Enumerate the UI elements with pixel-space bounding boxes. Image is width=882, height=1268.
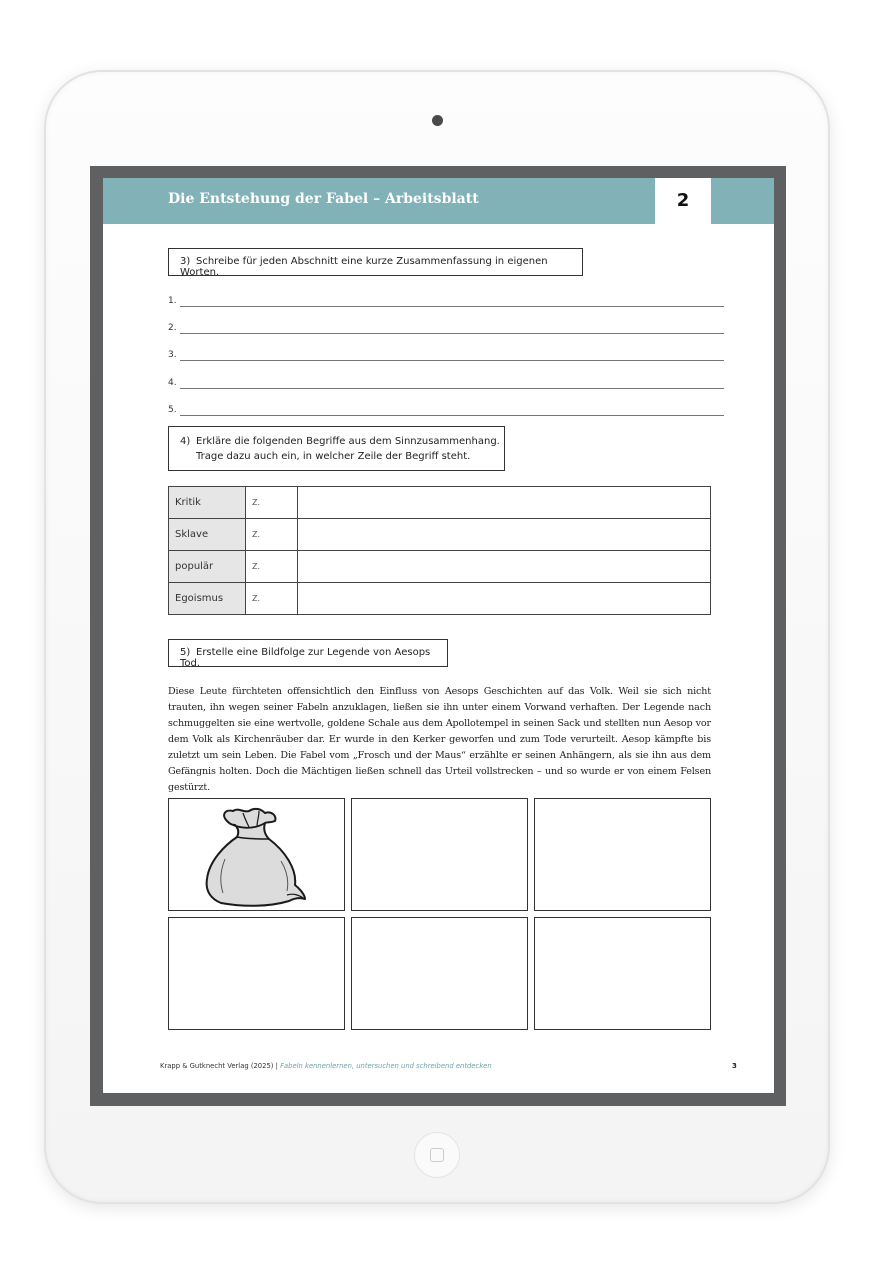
answer-rule (180, 360, 724, 361)
definition-cell[interactable] (298, 519, 711, 551)
line-ref-cell[interactable]: Z. (246, 519, 298, 551)
line-ref-cell[interactable]: Z. (246, 583, 298, 615)
answer-line-3[interactable] (168, 350, 724, 364)
worksheet-page[interactable] (103, 178, 774, 1093)
task-3-number: 3) (180, 256, 191, 267)
line-ref-cell[interactable]: Z. (246, 487, 298, 519)
task-5-number: 5) (180, 647, 191, 658)
task-4-text-line-2: Trage dazu auch ein, in welcher Zeile der Begriff steht. (196, 451, 471, 462)
table-row (169, 519, 711, 551)
page-title: Die Entstehung der Fabel – Arbeitsblatt (168, 191, 479, 207)
answer-rule (180, 415, 724, 416)
picture-frame-6[interactable] (534, 917, 711, 1030)
picture-frame-1[interactable] (168, 798, 345, 911)
footer-separator: | (275, 1062, 278, 1070)
definition-cell[interactable] (298, 487, 711, 519)
story-paragraph: Diese Leute fürchteten offensichtlich den Einfluss von Aesops Geschichten auf das Volk. Weil sie sich nicht trauten, ihn wegen seiner Fabeln anzuklagen, ließen sie ihn unter einem Vorwand verhaften. Der Legende nach schmuggelten sie eine wertvolle, goldene Schale aus dem Apollotempel in seinen Sack und stellten nun Aesop vor dem Volk als Kirchenräuber dar. Er wurde in den Kerker geworfen und zum Tode verurteilt. Aesop kämpfte bis zuletzt um sein Leben. Die Fabel vom „Frosch und der Maus“ erzählte er seinen Anhängern, als sie ihn aus dem Gefängnis holten. Doch die Mächtigen ließen schnell das Urteil vollstrecken – und so wurde er von einem Felsen gestürzt. (168, 686, 711, 793)
answer-rule (180, 333, 724, 334)
footer-credits (160, 1062, 492, 1070)
task-4-text-line-1: Erkläre die folgenden Begriffe aus dem Sinnzusammenhang. (196, 436, 500, 447)
term-cell: populär (169, 551, 246, 583)
picture-frame-3[interactable] (534, 798, 711, 911)
answer-line-5[interactable] (168, 405, 724, 419)
answer-line-number: 2. (168, 323, 177, 333)
answer-line-2[interactable] (168, 323, 724, 337)
term-cell: Kritik (169, 487, 246, 519)
answer-line-number: 4. (168, 378, 177, 388)
table-row (169, 583, 711, 615)
task-4-number: 4) (180, 436, 191, 447)
picture-frame-5[interactable] (351, 917, 528, 1030)
answer-line-1[interactable] (168, 296, 724, 310)
footer-publisher: Krapp & Gutknecht Verlag (2025) (160, 1062, 274, 1070)
sack-icon (169, 799, 346, 912)
picture-frame-4[interactable] (168, 917, 345, 1030)
answer-line-number: 1. (168, 296, 177, 306)
line-ref-cell[interactable]: Z. (246, 551, 298, 583)
camera-icon (432, 115, 443, 126)
term-cell: Sklave (169, 519, 246, 551)
terms-table (168, 486, 711, 615)
task-5-box (168, 639, 448, 667)
home-button[interactable] (414, 1132, 460, 1178)
table-row (169, 487, 711, 519)
home-square-icon (430, 1148, 444, 1162)
worksheet-number: 2 (655, 178, 711, 224)
definition-cell[interactable] (298, 583, 711, 615)
task-3-box (168, 248, 583, 276)
page-number: 3 (732, 1062, 737, 1070)
footer-book-title: Fabeln kennenlernen, untersuchen und schreibend entdecken (280, 1062, 492, 1070)
answer-line-number: 3. (168, 350, 177, 360)
header-band (103, 178, 774, 224)
task-5-text: Erstelle eine Bildfolge zur Legende von Aesops Tod. (180, 647, 431, 669)
term-cell: Egoismus (169, 583, 246, 615)
task-4-box (168, 426, 505, 471)
answer-rule (180, 306, 724, 307)
task-3-text: Schreibe für jeden Abschnitt eine kurze Zusammenfassung in eigenen Worten. (180, 256, 548, 278)
answer-rule (180, 388, 724, 389)
answer-line-number: 5. (168, 405, 177, 415)
definition-cell[interactable] (298, 551, 711, 583)
table-row (169, 551, 711, 583)
picture-frame-2[interactable] (351, 798, 528, 911)
answer-line-4[interactable] (168, 378, 724, 392)
